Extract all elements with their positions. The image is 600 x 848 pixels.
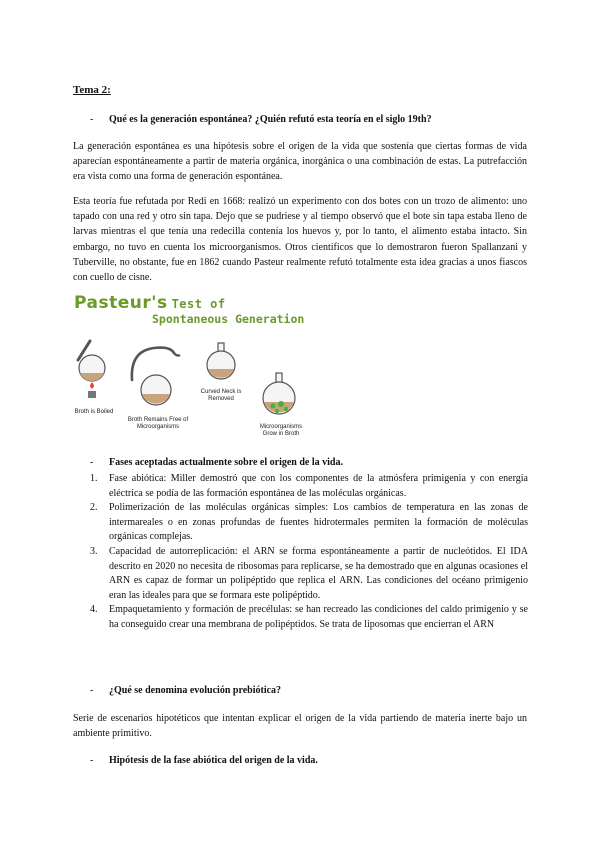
question-4-heading — [90, 755, 318, 766]
flask-microorganisms-icon — [263, 373, 295, 414]
question-1-text: Qué es la generación espontánea? ¿Quién refutó esta teoría en el siglo 19th? — [109, 114, 432, 125]
flask-swan-neck-icon — [132, 348, 180, 405]
caption-broth-boiled: Broth is Boiled — [74, 409, 114, 415]
figure-title: Pasteur's Test of — [74, 293, 226, 313]
caption-microorganisms-grow: Microorganisms Grow in Broth — [259, 424, 303, 437]
list-item: 1. Fase abiótica: Miller demostró que con los componentes de la atmósfera primigenia y con energía eléctrica se podía de las formación espontánea de las moléculas orgánicas. — [90, 473, 528, 499]
question-2-text: Fases aceptadas actualmente sobre el origen de la vida. — [109, 457, 343, 468]
paragraph-prebiotic: Serie de escenarios hipotéticos que intentan explicar el origen de la vida partiendo de materia inerte bajo un ambiente primitivo. — [73, 713, 527, 740]
question-3-text: ¿Qué se denomina evolución prebiótica? — [109, 685, 282, 696]
list-item: 2. Polimerización de las moléculas orgánicas simples: Los cambios de temperatura en las zonas de intermareales o en zonas profundas de fuentes hidrotermales permiten la formación de moléculas orgánicas complejas. — [90, 502, 528, 543]
list-item: 3. Capacidad de autorreplicación: el ARN se forma espontáneamente a partir de nucleótidos. El IDA descrito en 2020 no necesita de ribosomas para replicarse, se ha demostrado que en algunas ocasiones el ARN es capaz de formar un polipéptido que replica el ARN. Las condiciones del océano primigenio eran las ideales para que se formara este polipéptido. — [90, 545, 528, 601]
paragraph-refutation: Esta teoría fue refutada por Redi en 1668: realizó un experimento con dos botes con un trozo de alimento: uno tapado con una red y otro sin tapa. Dejo que se pudriese y al tiempo observó que el bote sin tapa estaba lleno de larvas mientras el que tenía una redecilla contenía los huevos y, por lo tanto, el alimento estaba intacto. Sin embargo, no tuvo en cuenta los microorganismos. Otros científicos que lo demostraron fueron Spallanzani y Tuberville, no obstante, fue en 1862 cuando Pasteur realmente refutó totalmente esta idea gracias a unos fiascos con cuello de cisne. — [73, 196, 527, 284]
question-1-heading — [90, 114, 432, 125]
bullet-dash: - — [90, 457, 94, 468]
caption-broth-free: Broth Remains Free of Microorganisms — [127, 417, 189, 430]
bullet-dash: - — [90, 685, 94, 696]
section-title: Tema 2: — [73, 84, 111, 96]
paragraph-definition: La generación espontánea es una hipótesis sobre el origen de la vida que sostenía que ciertas formas de vida aparecían espontáneamente a partir de materia orgánica, inorgánica o una combinación de estas. La putrefacción era vista como una forma de generación espontánea. — [73, 141, 527, 183]
list-item: 4. Empaquetamiento y formación de precélulas: se han recreado las condiciones del caldo primigenio y se ha conseguido crear una membrana de polipéptidos. Se trata de liposomas que encierran el ARN — [90, 604, 528, 630]
pasteur-figure — [72, 293, 334, 443]
question-3-heading — [90, 685, 281, 696]
bullet-dash: - — [90, 755, 94, 766]
phases-list — [90, 472, 528, 633]
flask-illustration — [72, 293, 334, 443]
question-4-text: Hipótesis de la fase abiótica del origen de la vida. — [109, 755, 318, 766]
flask-boiled-icon — [78, 341, 105, 398]
question-2-heading — [90, 457, 343, 468]
bullet-dash: - — [90, 114, 94, 125]
flask-neck-removed-icon — [207, 343, 235, 379]
figure-subtitle: Spontaneous Generation — [152, 312, 305, 326]
caption-neck-removed: Curved Neck is Removed — [200, 389, 242, 402]
